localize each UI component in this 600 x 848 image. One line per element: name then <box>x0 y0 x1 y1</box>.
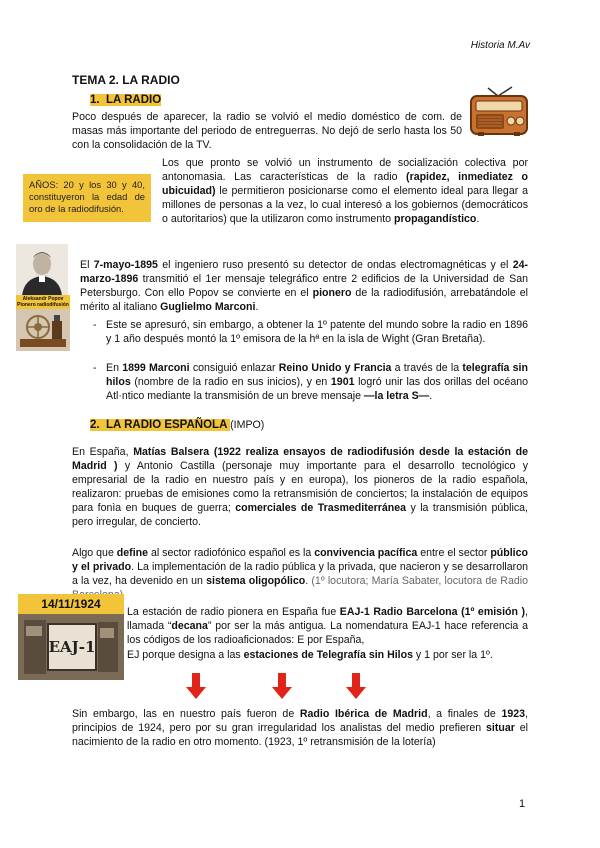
text-run: el ingeniero ruso presentó su detector de ondas electromagnéticas y el <box>157 259 513 271</box>
text-run: define <box>116 547 148 559</box>
text-run: La estación de radio pionera en España fue <box>127 606 340 618</box>
text-run: Reino Unido y Francia <box>278 362 392 374</box>
text-run: Los que pronto se volvió un instrumento de socialización colectiva por antonomasia. Las características de la radio <box>162 157 528 183</box>
text-run: . <box>305 575 312 587</box>
text-run: Guglielmo Marconi <box>160 301 256 313</box>
arrow-down-icon <box>186 673 206 699</box>
callout-text: AÑOS: 20 y los 30 y 40, constituyeron la edad de oro de la radiodifusión. <box>29 179 145 214</box>
portrait-caption: Aleksandr Popov Pionero radiodifusión <box>17 296 69 308</box>
section-number: 2. <box>90 419 100 431</box>
paragraph <box>127 648 528 662</box>
text-run: (1º locutora; María Sabater, locutora de Radio <box>311 575 528 587</box>
arrow-down-icon <box>272 673 292 699</box>
text-run: EJ porque designa a las <box>127 649 244 661</box>
text-run: situar <box>486 722 515 734</box>
paragraph <box>80 258 528 314</box>
text-run: consiguió enlazar <box>189 362 279 374</box>
radio-icon <box>468 86 530 138</box>
text-run: y 1 por ser la 1º. <box>412 649 493 661</box>
text-run: a través de la <box>391 362 463 374</box>
callout-box <box>23 174 151 222</box>
section-heading-1-highlight <box>90 94 161 106</box>
text-run: . <box>429 390 433 402</box>
text-run: El <box>80 259 94 271</box>
list-item <box>93 318 528 346</box>
text-run: logró unir las dos orillas del océano Atl·ntico mediante la transmisión de un breve mensaje <box>106 376 528 402</box>
text-run: entre el sector <box>417 547 491 559</box>
text-run: propagandístico <box>394 213 477 225</box>
text-run: EAJ-1 Radio Barcelona (1º emisión ) <box>339 606 526 618</box>
text-run: Matías Balsera (1922 realiza ensayos de radiodifusión desde la estación de Madrid ) <box>72 446 528 472</box>
text-run: En España, <box>72 446 134 458</box>
section-title: LA RADIO ESPAÑOLA <box>105 419 227 431</box>
text-run: 1901 <box>330 376 355 388</box>
text-run: —la letra S— <box>363 390 430 402</box>
photo-date: 14/11/1924 <box>18 594 124 614</box>
bullet-dash: - <box>93 319 97 331</box>
text-run: 1923 <box>501 708 526 720</box>
text-run: (rapidez, inmediatez o ubicuidad) <box>162 171 528 197</box>
text-run: En <box>106 362 123 374</box>
coherer-apparatus-image <box>16 309 70 351</box>
text-run: 7-mayo-1895 <box>93 259 158 271</box>
bullet-dash: - <box>93 362 97 374</box>
paragraph: Poco después de aparecer, la radio se volvió el medio doméstico de com. de masas más importante del periodo de entreguerras. No dejó de serlo hasta los 50 con la consolidación de la TV. <box>72 111 462 151</box>
section-heading-2 <box>90 419 264 431</box>
text-run: decana <box>171 620 208 632</box>
text-run: ” por ser la más antigua. La nomendatura EAJ-1 hace referencia a los códigos de los radioaficionados: E por España, <box>127 620 528 646</box>
text-run: , principios de 1924, pero por su gran irregularidad los analistas del medio prefieren <box>72 708 528 734</box>
text-run: . <box>476 213 480 225</box>
text-run: 24-marzo-1896 <box>80 259 528 285</box>
text-run: público y el privado <box>72 547 528 573</box>
text-run: telegrafía sin hilos <box>106 362 528 388</box>
photo-sign: EAJ-1 <box>48 638 96 656</box>
section-heading-1 <box>90 94 161 106</box>
text-run: sistema oligopólico <box>206 575 306 587</box>
page-number: 1 <box>519 798 526 810</box>
text-run: y Antonio Castilla (personaje muy importante para el desarrollo tecnológico y empresarial de la radio en nuestro país y en europa), los pioneros de la radio española, realizaron: pruebas de emisiones como la retransmisión de conciertos; la instalación de equipos para fonìa en buques de guerra; <box>72 460 529 514</box>
text-run: , a finales de <box>427 708 502 720</box>
paragraph <box>162 156 528 226</box>
paragraph <box>127 605 528 647</box>
paragraph <box>72 546 528 602</box>
text-run: al sector radiofónico español es la <box>148 547 315 559</box>
text-run: convivencia pacífica <box>314 547 418 559</box>
text-run: Algo que <box>72 547 117 559</box>
eaj1-photo-image <box>18 594 124 680</box>
text-run: el nacimiento de la radio en otro momento. (1923, 1º retransmisión de la lotería) <box>72 722 528 748</box>
text-run: estaciones de Telegrafía sin Hilos <box>243 649 413 661</box>
paragraph <box>72 445 528 529</box>
list-item <box>93 361 528 403</box>
text-run: y la transmisión pública, pero irregular, de concierto. <box>72 502 528 528</box>
section-suffix: (IMPO) <box>230 419 265 431</box>
text-run: pionero <box>312 287 352 299</box>
section-heading-2-highlight <box>90 419 230 431</box>
page-header: Historia M.Av <box>470 40 530 51</box>
paragraph <box>72 707 528 749</box>
text-run: , llamada “ <box>127 606 528 632</box>
text-run: transmitió el 1er mensaje telegráfico entre 2 edificios de la Universidad de San Petersburgo. Con ello Popov se convierte en el <box>80 273 528 299</box>
page-title: TEMA 2. LA RADIO <box>72 73 180 87</box>
text-run: Este se apresuró, sin embargo, a obtener la 1º patente del mundo sobre la radio en 1896 y 1 año después montó la 1º emisora de la hª en la isla de Wight (Gran Bretaña). <box>106 319 528 345</box>
text-run: le permitieron posicionarse como el elemento ideal para llegar a millones de personas a la vez, lo cual interesó a los gobiernos (democráticos o autoritarios) que la utilizaron como instrumento <box>162 185 528 225</box>
text-run: de la radiodifusión, arrebatándole el mérito al italiano <box>80 287 528 313</box>
text-run: . <box>255 301 259 313</box>
arrow-down-icon <box>346 673 366 699</box>
text-run: comerciales de Trasmediterránea <box>235 502 407 514</box>
text-run: (nombre de la radio en sus inicios), y en <box>130 376 331 388</box>
text-run: Sin embargo, las en nuestro país fueron de <box>72 708 300 720</box>
section-title: LA RADIO <box>105 94 162 106</box>
text-run: 1899 Marconi <box>122 362 190 374</box>
text-run: . La implementación de la radio pública y la privada, que nacieron y se desarrollaron a la vez, ha devenido en un <box>72 561 528 587</box>
text-run: Radio Ibérica de Madrid <box>299 708 428 720</box>
section-number: 1. <box>90 94 100 106</box>
